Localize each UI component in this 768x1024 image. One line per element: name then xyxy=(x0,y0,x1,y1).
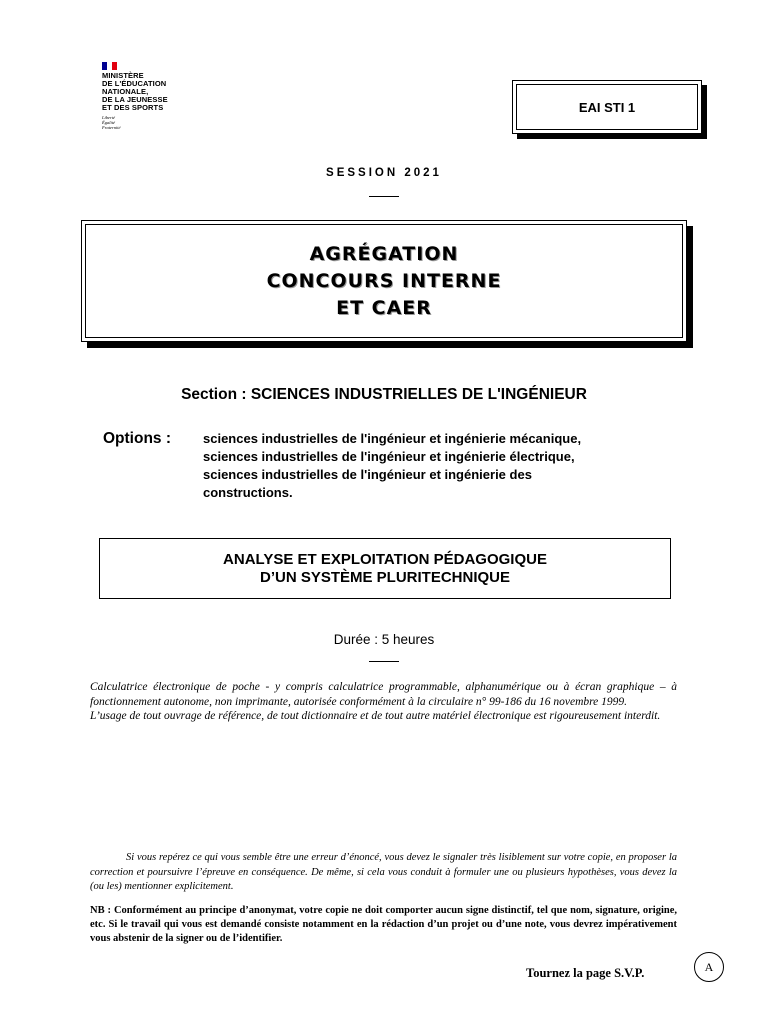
session-label: SESSION 2021 xyxy=(326,167,442,179)
exam-title-box xyxy=(99,538,671,599)
nb-paragraph: NB : Conformément au principe d’anonymat, votre copie ne doit comporter aucun signe distinctif, tel que nom, signature, origine, etc. Si le travail qui vous est demandé consiste notamment en la rédaction d’un projet ou d’une note, vous devrez impérativement vous abstenir de la signer ou de l’identifier. xyxy=(90,905,677,944)
republic-motto: Liberté Égalité Fraternité xyxy=(102,115,121,130)
ministry-name: MINISTÈRE DE L'ÉDUCATION NATIONALE, DE LA JEUNESSE ET DES SPORTS xyxy=(102,71,168,112)
reference-paragraph: L’usage de tout ouvrage de référence, de tout dictionnaire et de tout autre matériel électronique est rigoureusement interdit. xyxy=(90,710,661,722)
turn-page-label: Tournez la page S.V.P. xyxy=(526,966,645,980)
exam-title-line-2: D’UN SYSTÈME PLURITECHNIQUE xyxy=(259,568,511,586)
french-flag-icon xyxy=(102,62,117,70)
option-line: constructions. xyxy=(203,485,293,500)
session-divider xyxy=(369,196,399,197)
error-instructions xyxy=(90,851,677,895)
section-heading: Section : SCIENCES INDUSTRIELLES DE L'INGÉNIEUR xyxy=(181,386,587,403)
page-marker-circle xyxy=(694,952,724,982)
title-box xyxy=(81,220,687,342)
ministry-logo xyxy=(102,62,202,130)
option-line: sciences industrielles de l'ingénieur et ingénierie mécanique, xyxy=(203,431,582,446)
title-line-3: ET CAER xyxy=(336,296,432,319)
options-list xyxy=(203,430,673,502)
exam-code-box xyxy=(512,80,702,134)
anonymity-notice xyxy=(90,904,677,946)
exam-code: EAI STI 1 xyxy=(578,99,636,115)
options-label: Options : xyxy=(103,430,172,447)
page-marker-letter: A xyxy=(704,959,714,974)
title-line-1: AGRÉGATION xyxy=(309,242,459,265)
option-line: sciences industrielles de l'ingénieur et ingénierie électrique, xyxy=(203,449,575,464)
calculator-paragraph: Calculatrice électronique de poche - y compris calculatrice programmable, alphanumérique ou à écran graphique – à fonctionnement autonome, non imprimante, autorisée conformément à la circulaire n° 99-186 du 16 novembre 1999. xyxy=(90,681,677,708)
calculator-instructions xyxy=(90,680,677,724)
flag-red-band xyxy=(112,62,117,70)
title-line-2: CONCOURS INTERNE xyxy=(266,269,502,292)
exam-title-line-1: ANALYSE ET EXPLOITATION PÉDAGOGIQUE xyxy=(223,550,547,568)
duration-divider xyxy=(369,661,399,662)
option-line: sciences industrielles de l'ingénieur et ingénierie des xyxy=(203,467,532,482)
error-paragraph: Si vous repérez ce qui vous semble être une erreur d’énoncé, vous devez le signaler très lisiblement sur votre copie, en proposer la correction et poursuivre l’épreuve en conséquence. De même, si cela vous conduit à formuler une ou plusieurs hypothèses, vous devez la (ou les) mentionner explicitement. xyxy=(90,852,677,892)
duration-label: Durée : 5 heures xyxy=(333,632,435,647)
